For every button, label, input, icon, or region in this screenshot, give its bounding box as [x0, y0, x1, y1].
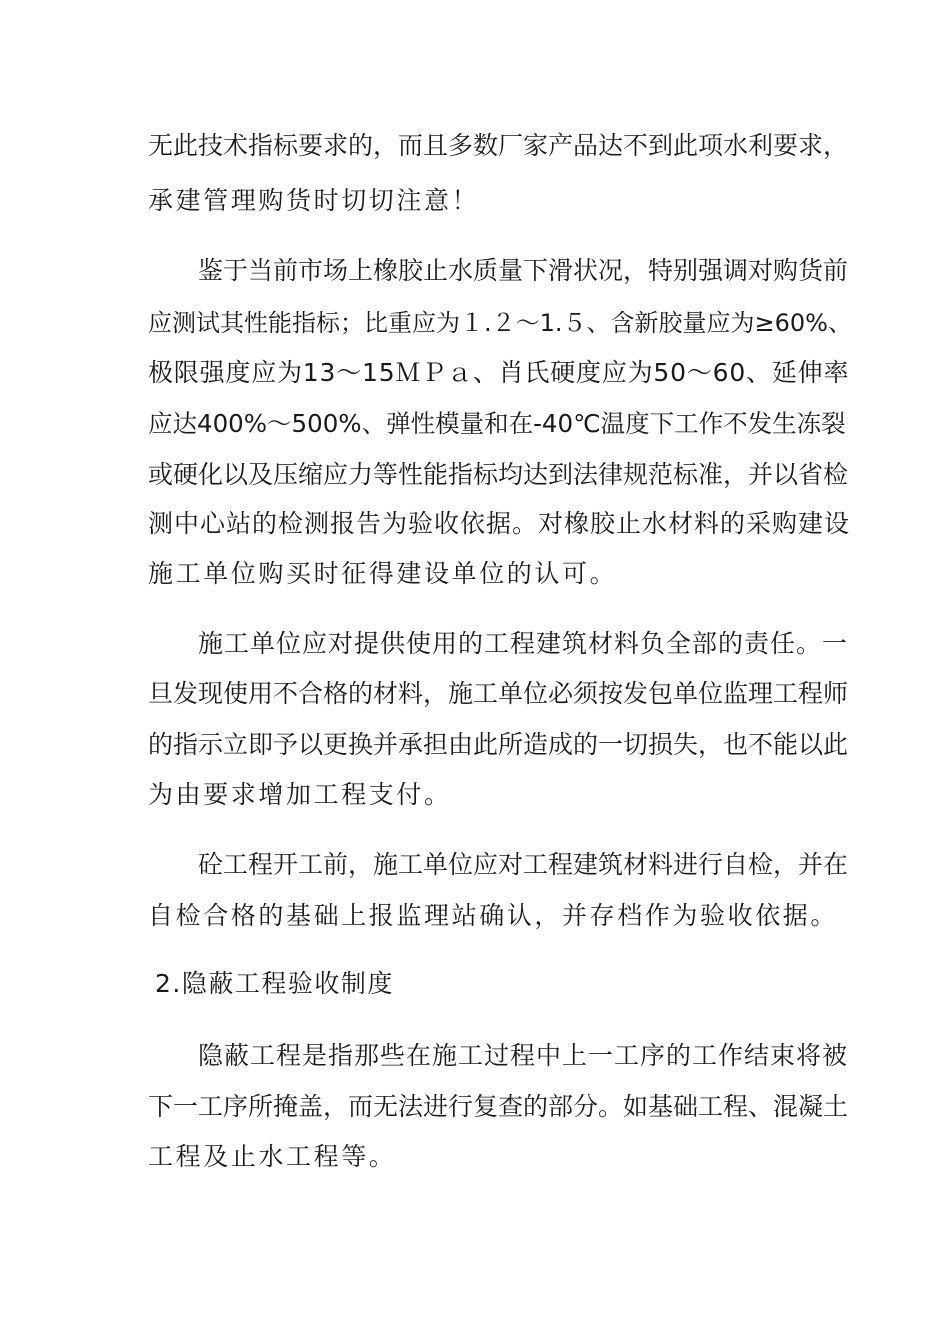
- paragraph-line: 自检合格的基础上报监理站确认，并存档作为验收依据。: [148, 901, 839, 930]
- paragraph-line: 下一工序所掩盖，而无法进行复查的部分。如基础工程、混凝土: [148, 1092, 849, 1121]
- paragraph-line: 应达400%～500%、弹性模量和在-40℃温度下工作不发生冻裂: [148, 409, 846, 438]
- paragraph-line: 鉴于当前市场上橡胶止水质量下滑状况，特别强调对购货前: [198, 256, 849, 285]
- paragraph-line: 应测试其性能指标；比重应为１.２～1.５、含新胶量应为≥60%、: [148, 309, 852, 337]
- paragraph-line: 施工单位购买时征得建设单位的认可。: [148, 559, 618, 588]
- paragraph-line: 砼工程开工前，施工单位应对工程建筑材料进行自检，并在: [198, 850, 849, 879]
- paragraph-line: 测中心站的检测报告为验收依据。对橡胶止水材料的采购建设: [148, 509, 851, 538]
- paragraph-line: 极限强度应为13～15ＭＰａ、肖氏硬度应为50～60、延伸率: [148, 358, 850, 387]
- paragraph-line: 为由要求增加工程支付。: [148, 780, 452, 809]
- paragraph-line: 工程及止水工程等。: [148, 1142, 397, 1171]
- paragraph-line: 旦发现使用不合格的材料，施工单位必须按发包单位监理工程师: [148, 679, 849, 708]
- paragraph-line: 无此技术指标要求的，而且多数厂家产品达不到此项水利要求，: [148, 131, 849, 160]
- paragraph-line: 或硬化以及压缩应力等性能指标均达到法律规范标准，并以省检: [148, 460, 849, 489]
- section-heading: 2.隐蔽工程验收制度: [155, 969, 394, 998]
- paragraph-line: 的指示立即予以更换并承担由此所造成的一切损失，也不能以此: [148, 730, 849, 759]
- paragraph-line: 承建管理购货时切切注意！: [148, 186, 480, 215]
- paragraph-line: 隐蔽工程是指那些在施工过程中上一工序的工作结束将被: [198, 1041, 849, 1070]
- paragraph-line: 施工单位应对提供使用的工程建筑材料负全部的责任。一: [198, 629, 849, 658]
